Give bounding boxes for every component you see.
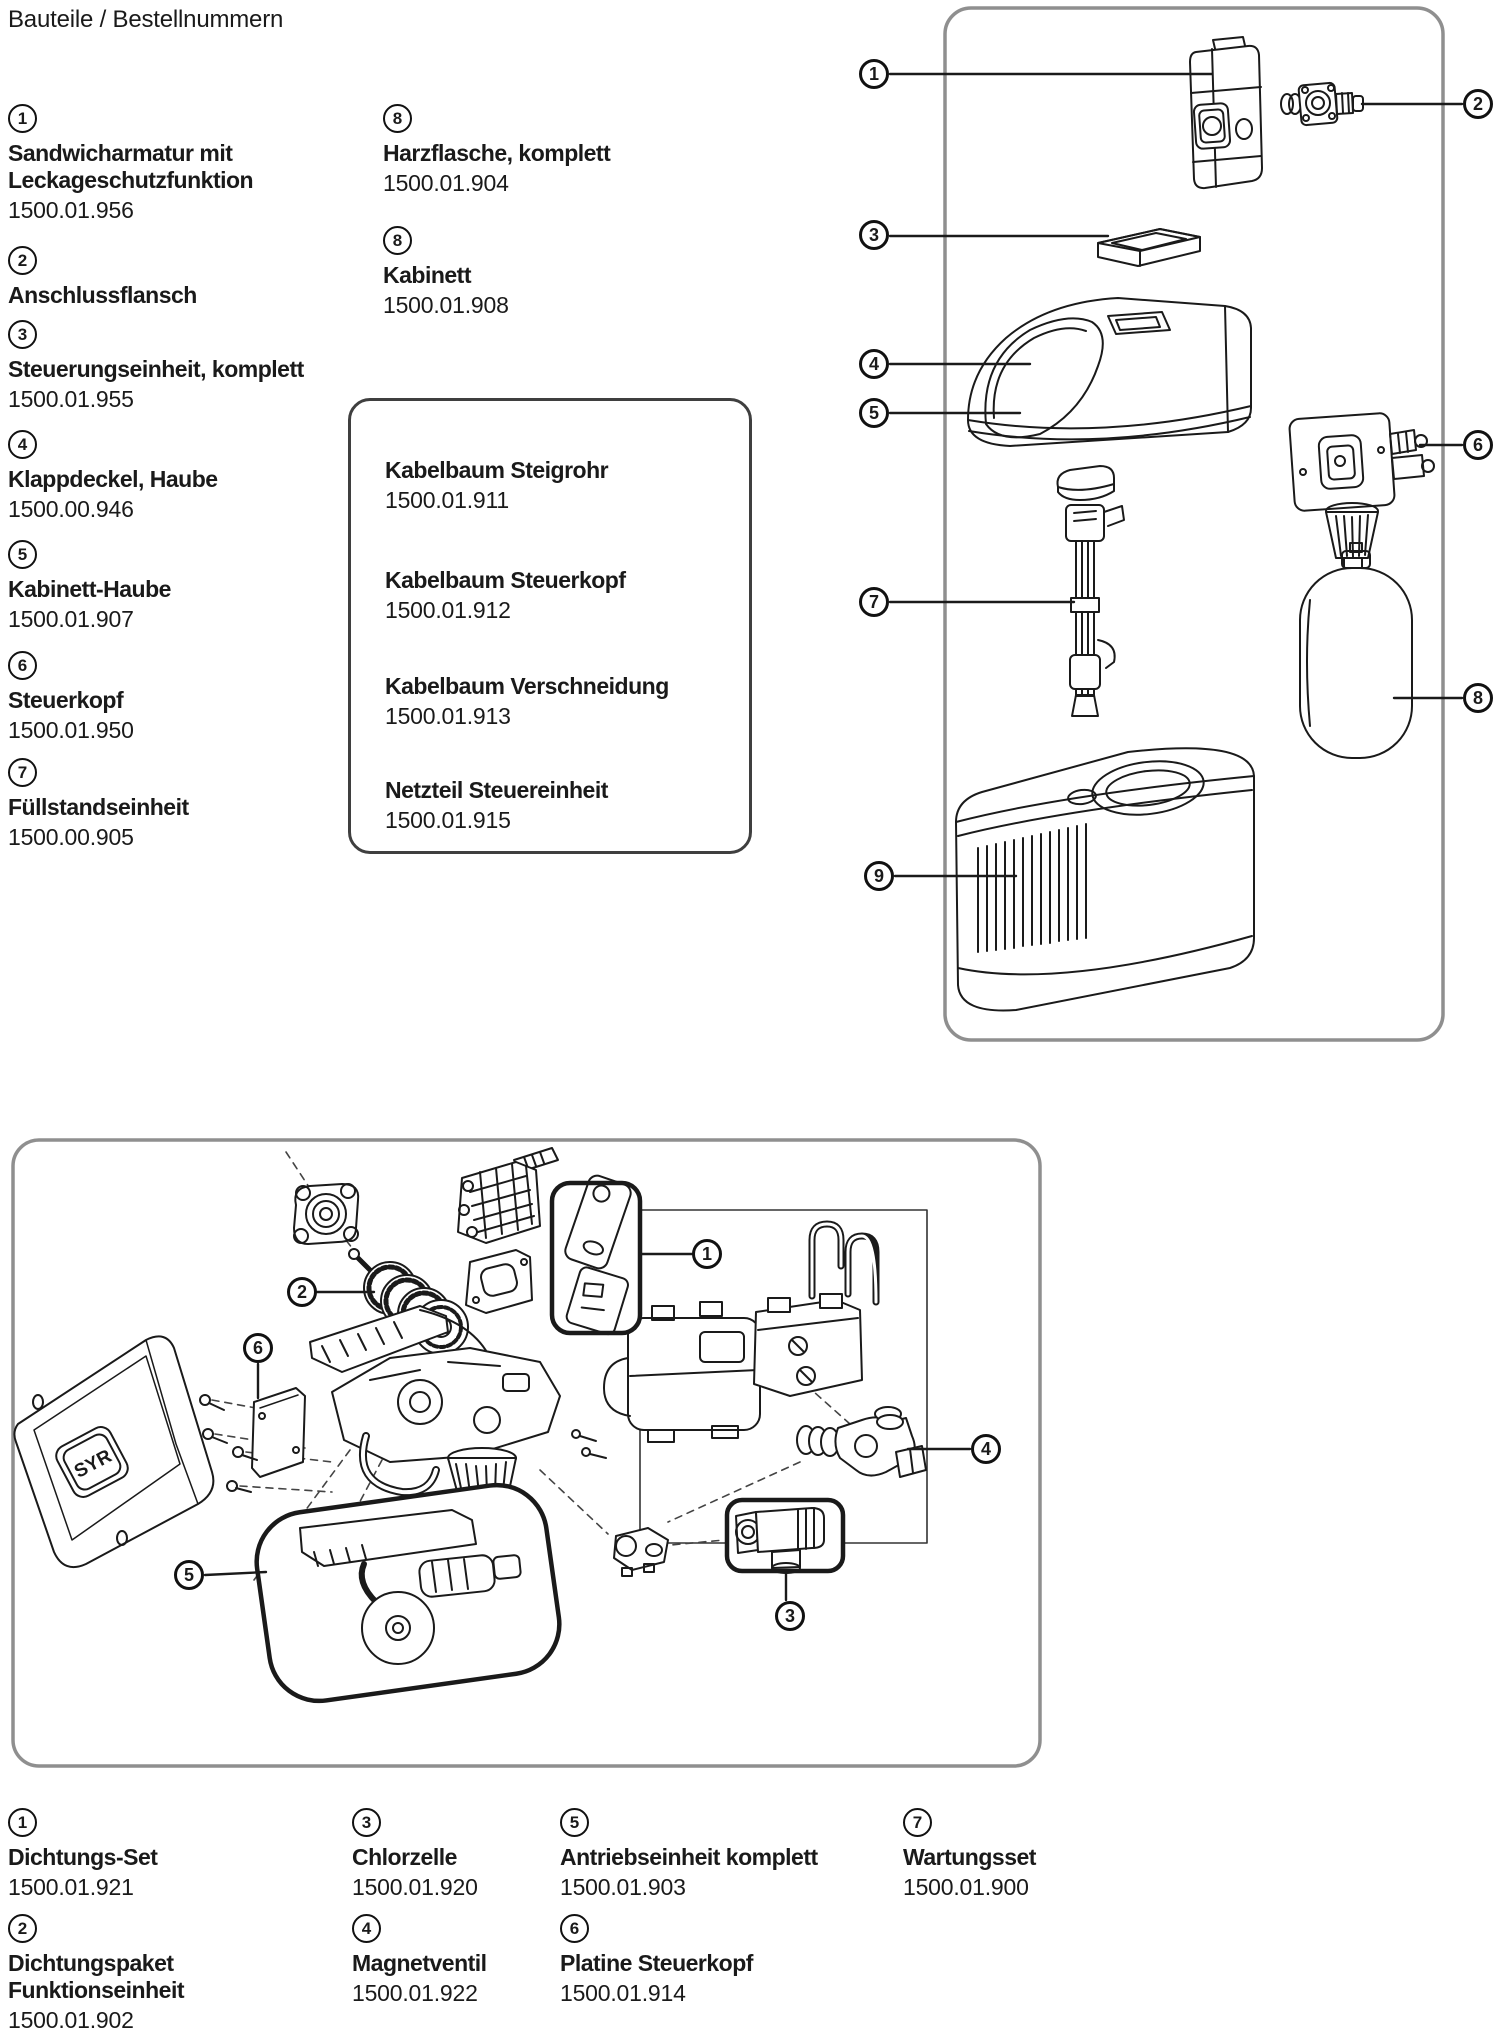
callout-badge: 7 [903,1808,932,1837]
part-solenoid-valve [797,1407,926,1477]
part-circuit-board [200,1388,305,1492]
diagram-callout [859,398,889,428]
part-small-fitting [614,1528,668,1576]
part-entry [903,1808,1153,1901]
callout-label: 2 [296,1281,307,1302]
diagram-callout [859,59,889,89]
callout-label: 3 [784,1605,795,1626]
part-name: Anschlussflansch [8,282,197,308]
part-name: Steuerungseinheit, komplett [8,356,304,382]
part-entry [385,567,745,624]
callout-label: 6 [252,1337,263,1358]
part-number: 1500.01.955 [8,386,134,412]
part-tubes [812,1224,876,1302]
diagram-callout [859,220,889,250]
callout-badge: 3 [352,1808,381,1837]
part-name: Kabelbaum Steigrohr [385,457,609,483]
part-number: 1500.01.920 [352,1874,478,1900]
callout-label: 4 [980,1438,991,1459]
part-number: 1500.01.904 [383,170,509,196]
diagram-callout [287,1277,317,1307]
group-box-drive-unit [250,1479,566,1708]
part-entry [8,430,338,523]
callout-label: 5 [868,402,879,423]
part-entry [8,1914,238,2034]
diagram-callout [971,1434,1001,1464]
cable-parts-group-box [348,398,752,854]
part-entry [8,540,338,633]
part-number: 1500.01.921 [8,1874,134,1900]
part-sandwich-armature [1190,37,1262,188]
part-entry [385,777,745,834]
part-resin-bottle [1300,543,1412,758]
part-number: 1500.01.922 [352,1980,478,2006]
part-cabinet [956,748,1254,1010]
part-entry [8,246,338,309]
part-number: 1500.00.946 [8,496,134,522]
group-box-seal-set [552,1173,640,1336]
part-entry [8,1808,258,1901]
part-number: 1500.01.907 [8,606,134,632]
part-injector-plate [458,1148,558,1243]
part-number: 1500.01.908 [383,292,509,318]
part-entry [385,673,745,730]
callout-badge: 6 [560,1914,589,1943]
part-number: 1500.00.905 [8,824,134,850]
part-entry [8,758,338,851]
part-number: 1500.01.915 [385,807,511,833]
part-name: Wartungsset [903,1844,1036,1870]
part-entry [560,1914,850,2007]
part-name: Füllstandseinheit [8,794,189,820]
diagram-callout [243,1333,273,1363]
callout-label: 3 [868,224,879,245]
part-name: Kabelbaum Steuerkopf [385,567,626,593]
part-number: 1500.01.913 [385,703,511,729]
part-syr-cover [14,1336,213,1567]
callout-label: 1 [868,63,879,84]
part-name: Sandwicharmatur mit Leckageschutzfunktion [8,140,254,193]
callout-label: 1 [701,1243,712,1264]
callout-badge: 2 [8,1914,37,1943]
callout-badge: 4 [8,430,37,459]
part-number: 1500.01.956 [8,197,134,223]
diagram-callout [1463,430,1493,460]
callout-badge: 2 [8,246,37,275]
callout-badge: 8 [383,226,412,255]
part-valve-block [754,1294,862,1396]
part-name: Dichtungspaket Funktionseinheit [8,1950,184,2003]
syr-logo: SYR [70,1445,116,1483]
callout-label: 5 [183,1564,194,1585]
diagram-callout [174,1560,204,1590]
callout-badge: 5 [8,540,37,569]
diagram-callout [1463,683,1493,713]
callout-label: 4 [868,353,879,374]
callout-label: 2 [1472,93,1483,114]
part-number: 1500.01.912 [385,597,511,623]
part-name: Antriebseinheit komplett [560,1844,818,1870]
callout-label: 9 [873,865,884,886]
callout-badge: 5 [560,1808,589,1837]
callout-badge: 1 [8,1808,37,1837]
part-entry [385,457,745,514]
part-number: 1500.01.950 [8,717,134,743]
part-number: 1500.01.900 [903,1874,1029,1900]
part-control-unit [1098,229,1200,266]
part-name: Dichtungs-Set [8,1844,158,1870]
part-number: 1500.01.903 [560,1874,686,1900]
part-name: Kabinett-Haube [8,576,171,602]
part-flange-ring [294,1184,370,1270]
callout-label: 7 [868,591,879,612]
part-number: 1500.01.914 [560,1980,686,2006]
part-name: Magnetventil [352,1950,487,1976]
part-fill-level-unit [1058,466,1125,716]
part-name: Harzflasche, komplett [383,140,611,166]
part-name: Kabelbaum Verschneidung [385,673,669,699]
part-hood [968,298,1251,446]
diagram-callout [859,587,889,617]
part-name: Kabinett [383,262,471,288]
callout-badge: 6 [8,651,37,680]
part-name: Klappdeckel, Haube [8,466,218,492]
page-title: Bauteile / Bestellnummern [8,6,284,33]
diagram-callout [692,1239,722,1269]
part-number: 1500.01.902 [8,2007,134,2033]
part-number: 1500.01.911 [385,487,509,513]
part-small-tray [466,1250,532,1313]
callout-badge: 7 [8,758,37,787]
part-name: Chlorzelle [352,1844,457,1870]
callout-badge: 1 [8,104,37,133]
diagram-callout [775,1601,805,1631]
callout-badge: 3 [8,320,37,349]
callout-label: 6 [1472,434,1483,455]
part-entry [383,104,743,197]
part-name: Platine Steuerkopf [560,1950,753,1976]
callout-badge: 4 [352,1914,381,1943]
callout-label: 8 [1472,687,1483,708]
diagram-callout [1463,89,1493,119]
part-entry [560,1808,850,1901]
part-name: Netzteil Steuereinheit [385,777,608,803]
diagram-callout [859,349,889,379]
part-entry [8,320,348,413]
part-entry [8,104,338,224]
part-entry [383,226,743,319]
callout-badge: 8 [383,104,412,133]
part-entry [8,651,338,744]
group-box-chlorzelle [727,1500,843,1573]
diagram-callout [864,861,894,891]
part-name: Steuerkopf [8,687,124,713]
part-connection-flange [1281,83,1363,126]
